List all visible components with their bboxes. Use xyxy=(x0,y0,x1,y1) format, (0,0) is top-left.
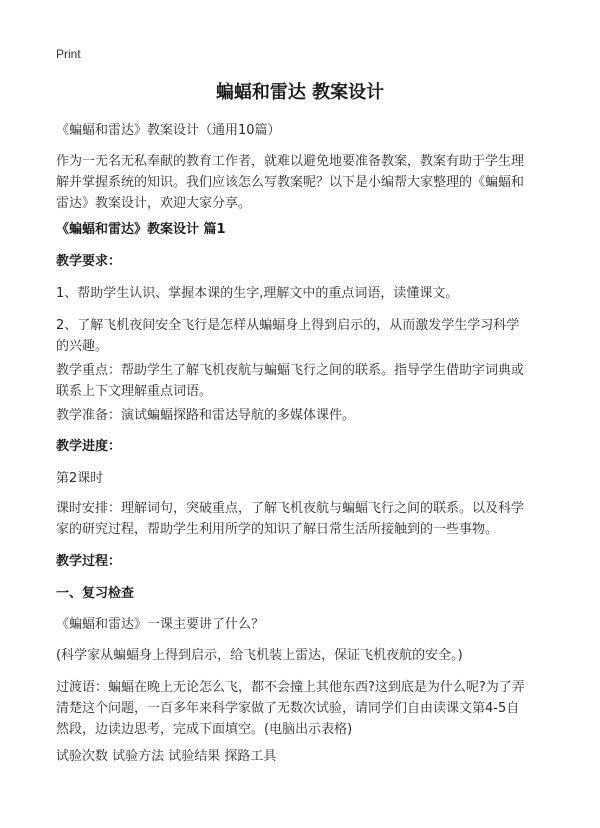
review-heading: 一、复习检查 xyxy=(56,586,135,601)
requirement-2-line-1: 2、了解飞机夜间安全飞行是怎样从蝙蝠身上得到启示的，从而激发学生学习科学 xyxy=(56,318,520,333)
schedule-line-1: 课时安排：理解词句，突破重点，了解飞机夜航与蝙蝠飞行之间的联系。以及科学 xyxy=(56,501,525,516)
key-points-line-1: 教学重点：帮助学生了解飞机夜航与蝙蝠飞行之间的联系。指导学生借助字词典或 xyxy=(56,363,525,378)
print-label[interactable]: Print xyxy=(56,47,81,61)
page-title: 蝙蝠和雷达 教案设计 xyxy=(215,82,385,103)
schedule-line-2: 家的研究过程，帮助学生利用所学的知识了解日常生活所接触到的一些事物。 xyxy=(56,522,499,537)
preparation-text: 教学准备：演试蝙蝠探路和雷达导航的多媒体课件。 xyxy=(56,408,356,423)
process-heading: 教学过程： xyxy=(56,554,122,569)
requirement-2-line-2: 的兴趣。 xyxy=(56,339,109,354)
lesson-number: 第2课时 xyxy=(56,471,104,486)
section-title: 《蝙蝠和雷达》教案设计 篇1 xyxy=(56,222,226,237)
requirements-heading: 教学要求： xyxy=(56,254,122,269)
transition-line-3: 然段，边读边思考，完成下面填空。(电脑出示表格) xyxy=(56,722,353,737)
intro-line-3: 雷达》教案设计，欢迎大家分享。 xyxy=(56,196,252,211)
intro-line-1: 作为一无名无私奉献的教育工作者，就难以避免地要准备教案，教案有助于学生理 xyxy=(56,154,525,169)
key-points-line-2: 联系上下文理解重点词语。 xyxy=(56,384,213,399)
transition-line-1: 过渡语：蝙蝠在晚上无论怎么飞，都不会撞上其他东西?这到底是为什么呢?为了弄 xyxy=(56,680,525,695)
requirement-1: 1、帮助学生认识、掌握本课的生字,理解文中的重点词语，读懂课文。 xyxy=(56,286,459,301)
review-answer: (科学家从蝙蝠身上得到启示，给飞机装上雷达，保证飞机夜航的安全。) xyxy=(56,648,463,663)
table-header-row: 试验次数 试验方法 试验结果 探路工具 xyxy=(56,749,277,764)
document-subtitle: 《蝙蝠和雷达》教案设计（通用10篇） xyxy=(56,123,281,138)
intro-line-2: 解并掌握系统的知识。我们应该怎么写教案呢？以下是小编帮大家整理的《蝙蝠和 xyxy=(56,175,525,190)
transition-line-2: 清楚这个问题，一百多年来科学家做了无数次试验，请同学们自由读课文第4-5自 xyxy=(56,701,520,716)
review-question: 《蝙蝠和雷达》一课主要讲了什么？ xyxy=(56,617,265,632)
progress-heading: 教学进度： xyxy=(56,439,122,454)
